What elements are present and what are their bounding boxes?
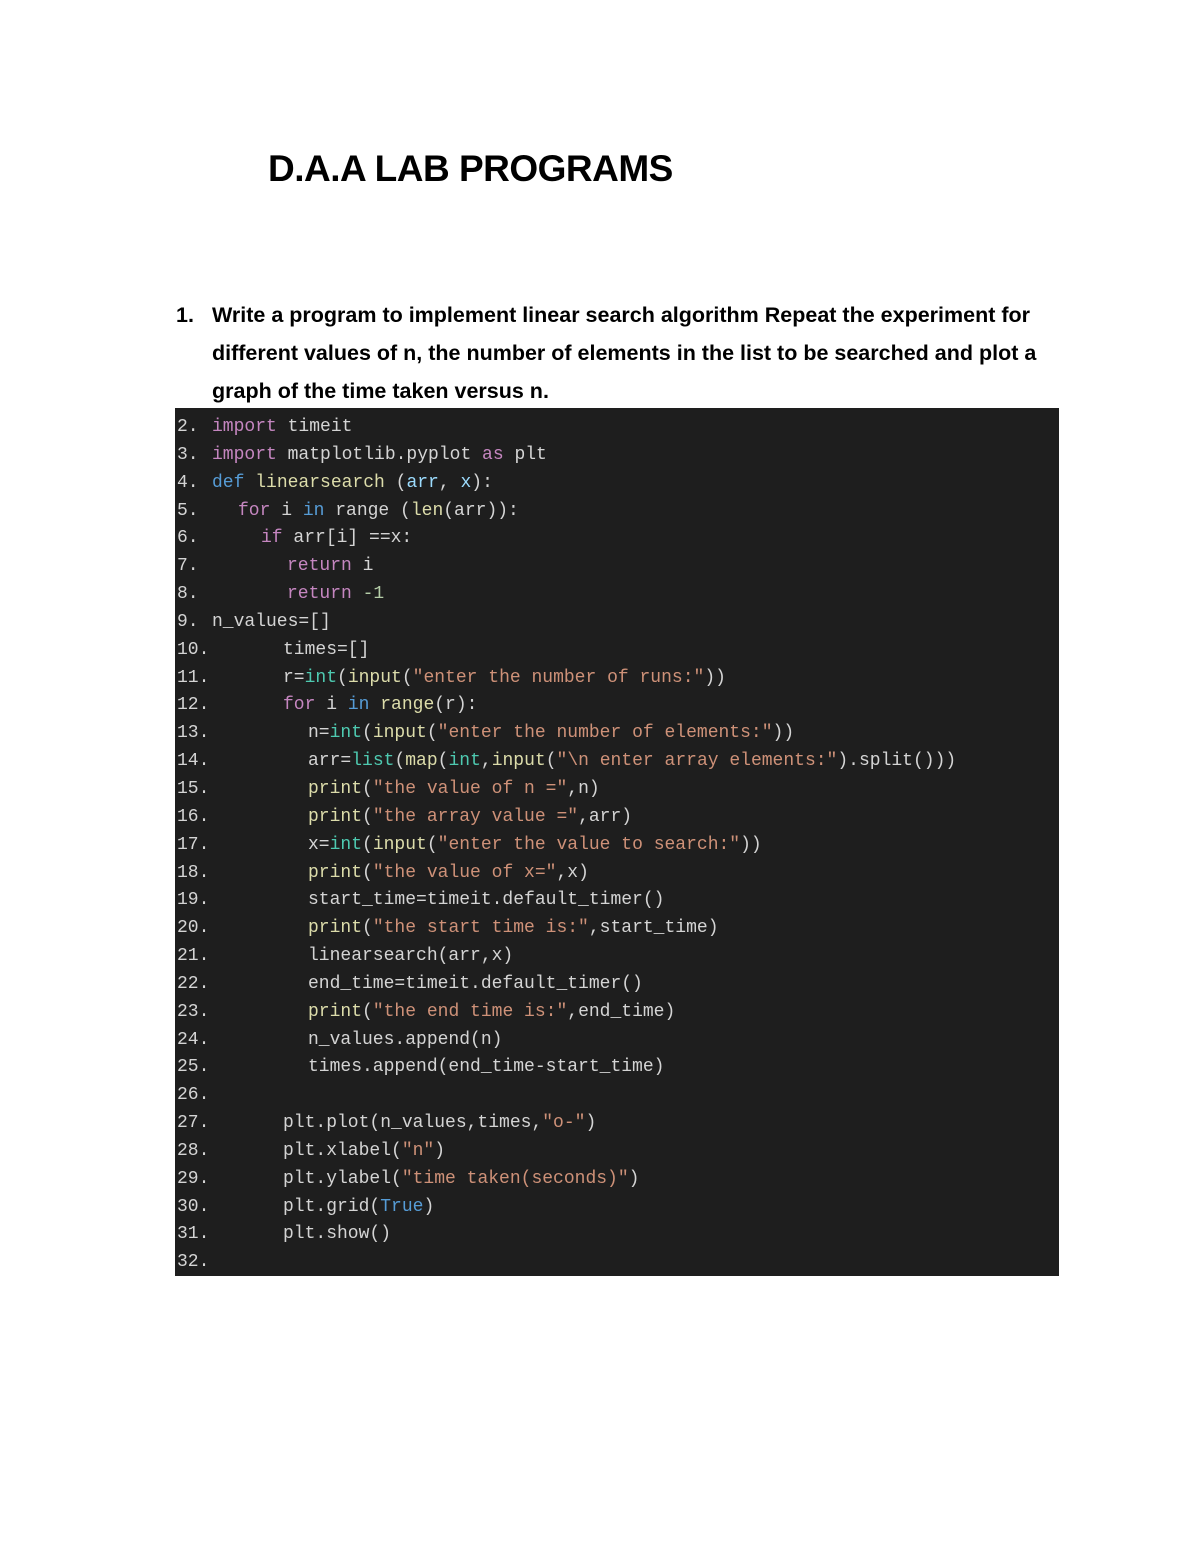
line-number: 19. <box>177 890 210 911</box>
code-text <box>308 943 513 971</box>
code-token: "the start time is:" <box>372 918 589 939</box>
code-token: "the value of n =" <box>372 778 568 799</box>
code-token: int <box>448 751 481 772</box>
code-token: int <box>329 834 363 855</box>
line-number: 6. <box>177 528 199 549</box>
code-text <box>283 1221 391 1249</box>
code-token: in <box>302 500 325 521</box>
code-line <box>175 1194 1059 1222</box>
line-number: 24. <box>177 1029 210 1050</box>
code-token: "n" <box>401 1140 435 1161</box>
code-line <box>175 1249 1059 1276</box>
code-line <box>175 887 1059 915</box>
code-text <box>308 804 632 832</box>
code-token: (arr)): <box>443 500 519 521</box>
code-line <box>175 581 1059 609</box>
code-token: timeit <box>276 417 353 437</box>
code-token: ( <box>362 862 373 883</box>
code-text <box>283 1166 639 1194</box>
code-token: arr <box>406 472 439 493</box>
code-token: print <box>308 918 363 939</box>
line-number: 16. <box>177 806 210 827</box>
question-item <box>176 296 1066 410</box>
code-token: ,n) <box>567 778 600 799</box>
code-token: in <box>347 695 370 716</box>
code-text <box>308 720 794 748</box>
code-line <box>175 442 1059 470</box>
code-token: "the end time is:" <box>372 1001 568 1022</box>
code-token: plt.ylabel( <box>283 1168 402 1189</box>
code-line <box>175 971 1059 999</box>
code-text <box>308 1027 502 1055</box>
code-token: ,start_time) <box>588 918 719 939</box>
code-text <box>212 414 352 442</box>
code-token: ( <box>384 472 407 493</box>
code-token: "o-" <box>542 1113 586 1134</box>
code-token: map <box>405 751 438 772</box>
code-token: plt <box>503 444 547 465</box>
code-token: (r): <box>434 695 478 716</box>
code-token: end_time=timeit.default_timer() <box>308 973 643 994</box>
code-token: x <box>460 472 472 493</box>
code-token: "\n enter array elements:" <box>556 751 838 772</box>
line-number: 3. <box>177 444 199 465</box>
code-text <box>283 1194 434 1222</box>
line-number: 8. <box>177 584 199 605</box>
code-text <box>308 748 956 776</box>
line-number: 31. <box>177 1224 210 1245</box>
code-token: linearsearch <box>255 472 385 493</box>
line-number: 23. <box>177 1001 210 1022</box>
line-number: 20. <box>177 918 210 939</box>
code-token: "the value of x=" <box>372 862 557 883</box>
code-token: input <box>491 751 546 772</box>
code-token: return <box>287 556 352 577</box>
code-line <box>175 915 1059 943</box>
code-token: ,end_time) <box>567 1001 676 1022</box>
code-token: ( <box>362 723 373 744</box>
code-text <box>283 665 726 693</box>
code-token: import <box>212 444 277 465</box>
line-number: 32. <box>177 1252 210 1273</box>
code-token: int <box>329 723 363 744</box>
code-token: ( <box>362 1001 373 1022</box>
code-token: print <box>308 862 363 883</box>
code-token: ) <box>423 1196 435 1217</box>
line-number: 17. <box>177 834 210 855</box>
code-line <box>175 943 1059 971</box>
code-text <box>283 637 369 665</box>
code-text <box>261 525 412 553</box>
code-token: , <box>438 472 461 493</box>
code-text <box>283 1138 445 1166</box>
code-token: linearsearch(arr,x) <box>308 946 514 967</box>
code-token: input <box>372 723 427 744</box>
code-line <box>175 414 1059 442</box>
code-text <box>308 776 600 804</box>
code-text <box>308 1054 664 1082</box>
line-number: 13. <box>177 723 210 744</box>
code-token: ).split())) <box>837 751 957 772</box>
line-number: 9. <box>177 611 199 632</box>
code-token: plt.xlabel( <box>283 1140 402 1161</box>
code-line <box>175 1110 1059 1138</box>
code-token: print <box>308 778 363 799</box>
code-token: n= <box>308 723 330 744</box>
code-line <box>175 832 1059 860</box>
code-text <box>308 860 589 888</box>
code-line <box>175 1054 1059 1082</box>
code-token: r= <box>283 667 305 688</box>
code-token: print <box>308 806 363 827</box>
code-token: i <box>351 556 374 577</box>
code-token: plt.grid( <box>283 1196 381 1217</box>
code-token: as <box>482 444 504 465</box>
code-text <box>212 442 547 470</box>
line-number: 10. <box>177 639 210 660</box>
code-line <box>175 637 1059 665</box>
code-line <box>175 1082 1059 1110</box>
question-number: 1. <box>176 303 194 327</box>
code-token: i <box>270 500 303 521</box>
code-line <box>175 692 1059 720</box>
code-token: arr[i] ==x: <box>282 528 413 549</box>
code-token: , <box>480 751 492 772</box>
line-number: 11. <box>177 667 210 688</box>
code-line <box>175 525 1059 553</box>
line-number: 26. <box>177 1085 210 1106</box>
code-token: if <box>261 528 283 549</box>
line-number: 27. <box>177 1113 210 1134</box>
line-number: 7. <box>177 556 199 577</box>
code-token: import <box>212 417 277 437</box>
code-token: ( <box>437 751 449 772</box>
code-token: x= <box>308 834 330 855</box>
code-token: times=[] <box>283 639 370 660</box>
code-token: n_values=[] <box>212 611 331 632</box>
line-number: 29. <box>177 1168 210 1189</box>
code-token: ) <box>585 1113 597 1134</box>
code-token: ) <box>434 1140 446 1161</box>
code-token: start_time=timeit.default_timer() <box>308 890 665 911</box>
code-line <box>175 1166 1059 1194</box>
code-line <box>175 776 1059 804</box>
code-token: int <box>304 667 338 688</box>
code-text <box>308 971 643 999</box>
code-line <box>175 1027 1059 1055</box>
code-token: times.append(end_time-start_time) <box>308 1057 665 1078</box>
code-token <box>244 473 255 493</box>
code-token: ( <box>362 834 373 855</box>
code-token: "the array value =" <box>372 806 579 827</box>
code-token: True <box>380 1196 424 1217</box>
code-token: i <box>315 695 348 716</box>
code-token: "enter the number of runs:" <box>412 667 705 688</box>
code-text <box>308 887 664 915</box>
code-text <box>308 832 762 860</box>
code-token: "enter the number of elements:" <box>437 723 773 744</box>
code-line <box>175 720 1059 748</box>
code-token: "enter the value to search:" <box>437 834 741 855</box>
code-text <box>212 470 493 498</box>
code-token: for <box>283 695 316 716</box>
code-token: range ( <box>324 500 411 521</box>
code-token: plt.show() <box>283 1224 392 1245</box>
code-line <box>175 1221 1059 1249</box>
code-line <box>175 470 1059 498</box>
code-token: ,x) <box>556 862 589 883</box>
code-token: ( <box>401 667 413 688</box>
code-token: list <box>351 751 395 772</box>
code-text <box>308 915 719 943</box>
code-token: print <box>308 1001 363 1022</box>
line-number: 5. <box>177 500 199 521</box>
code-line <box>175 804 1059 832</box>
code-token: ) <box>628 1168 640 1189</box>
line-number: 2. <box>177 417 199 437</box>
code-line <box>175 553 1059 581</box>
line-number: 22. <box>177 973 210 994</box>
code-token: )) <box>740 834 762 855</box>
line-number: 18. <box>177 862 210 883</box>
code-line <box>175 609 1059 637</box>
line-number: 4. <box>177 472 199 493</box>
code-block <box>175 408 1059 1276</box>
code-token: ( <box>362 806 373 827</box>
question-text: Write a program to implement linear search algorithm Repeat the experiment for different values of n, the number of elements in the list to be searched and plot a graph of the time taken versus n. <box>212 303 1037 403</box>
code-token: )) <box>704 667 726 688</box>
line-number: 28. <box>177 1140 210 1161</box>
line-number: 30. <box>177 1196 210 1217</box>
code-token: ( <box>394 751 406 772</box>
code-token: input <box>372 834 427 855</box>
code-token: input <box>347 667 402 688</box>
code-token: )) <box>772 723 795 744</box>
code-text <box>308 999 675 1027</box>
code-token: arr= <box>308 751 352 772</box>
code-text <box>287 553 373 581</box>
code-token: ,arr) <box>578 806 633 827</box>
line-number: 21. <box>177 946 210 967</box>
line-number: 25. <box>177 1057 210 1078</box>
code-line <box>175 748 1059 776</box>
line-number: 14. <box>177 751 210 772</box>
line-number: 12. <box>177 695 210 716</box>
code-text <box>283 1110 596 1138</box>
code-token: ): <box>471 472 493 493</box>
code-token: def <box>212 472 245 493</box>
code-token <box>369 695 380 715</box>
code-text <box>287 581 384 609</box>
code-line <box>175 999 1059 1027</box>
code-text <box>212 609 331 637</box>
code-token: n_values.append(n) <box>308 1029 503 1050</box>
code-token: return <box>287 584 352 605</box>
code-text <box>283 692 477 720</box>
code-token: -1 <box>351 584 385 605</box>
code-token: ( <box>426 834 438 855</box>
code-line <box>175 860 1059 888</box>
code-token: range <box>380 695 435 716</box>
code-text <box>238 498 519 526</box>
code-token: len <box>410 500 444 521</box>
code-token: ( <box>337 667 348 688</box>
code-line <box>175 1138 1059 1166</box>
code-token: ( <box>426 723 438 744</box>
line-number: 15. <box>177 778 210 799</box>
code-token: ( <box>362 778 373 799</box>
code-token: ( <box>545 751 557 772</box>
code-line <box>175 498 1059 526</box>
code-token: "time taken(seconds)" <box>401 1168 629 1189</box>
code-token: for <box>238 500 271 521</box>
code-line <box>175 665 1059 693</box>
code-token: matplotlib.pyplot <box>276 444 483 465</box>
page-title: D.A.A LAB PROGRAMS <box>268 148 673 189</box>
code-token: plt.plot(n_values,times, <box>283 1113 543 1134</box>
code-token: ( <box>362 918 373 939</box>
